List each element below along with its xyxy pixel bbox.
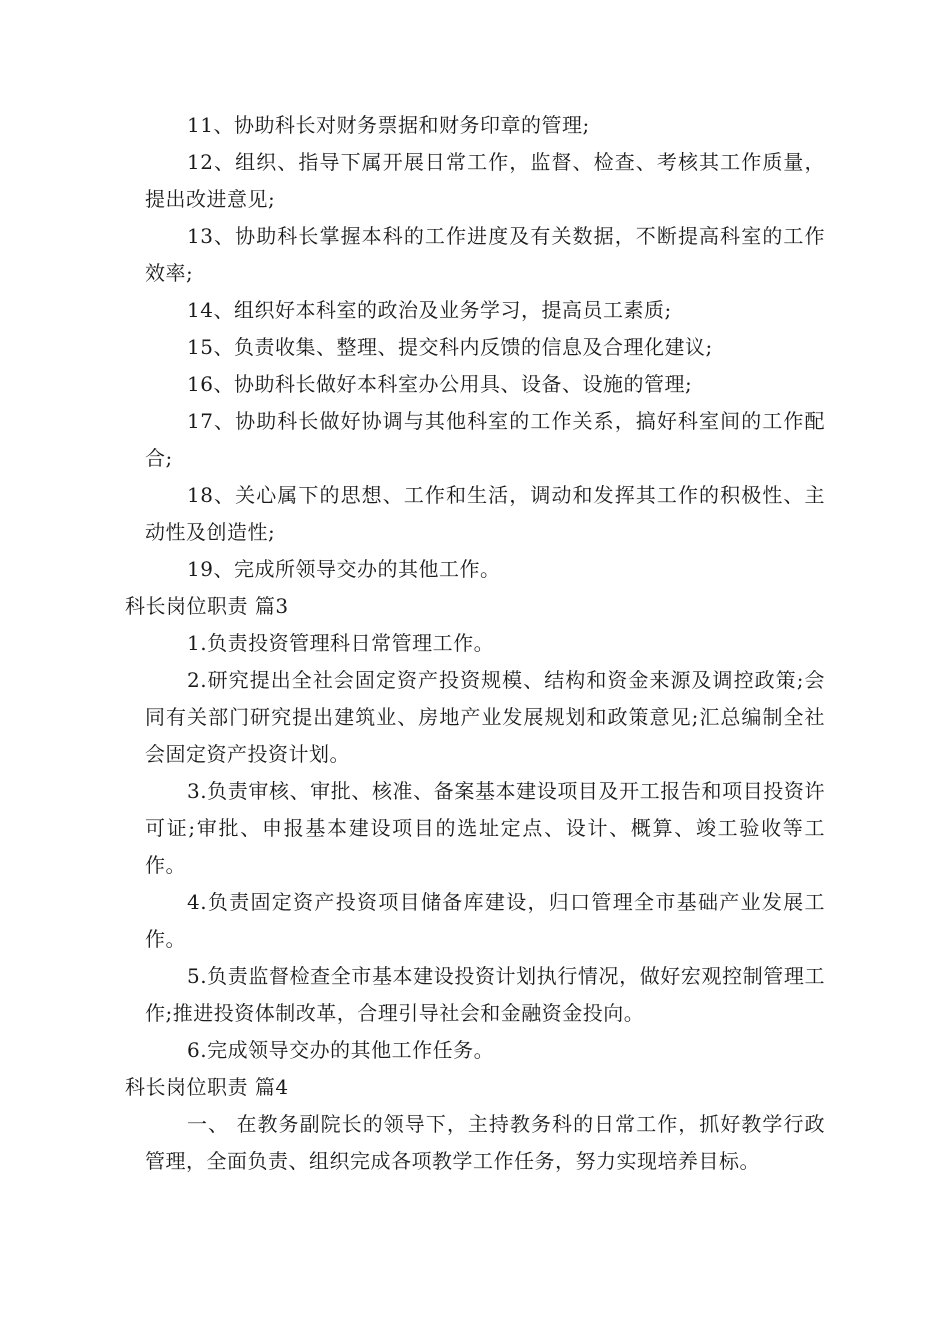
duty-item-13: 13、协助科长掌握本科的工作进度及有关数据，不断提高科室的工作效率; <box>145 224 825 285</box>
duty-item-15: 15、负责收集、整理、提交科内反馈的信息及合理化建议; <box>187 335 713 359</box>
section3-item-1: 1.负责投资管理科日常管理工作。 <box>187 631 495 655</box>
duty-item-14: 14、组织好本科室的政治及业务学习，提高员工素质; <box>187 298 672 322</box>
document-body <box>125 107 825 1180</box>
duty-item-18: 18、关心属下的思想、工作和生活，调动和发挥其工作的积极性、主动性及创造性; <box>145 483 825 544</box>
section3-item-5: 5.负责监督检查全市基本建设投资计划执行情况，做好宏观控制管理工作;推进投资体制改革，合理引导社会和金融资金投向。 <box>145 964 825 1025</box>
section-heading-4: 科长岗位职责 篇4 <box>125 1075 289 1099</box>
section3-item-2: 2.研究提出全社会固定资产投资规模、结构和资金来源及调控政策;会同有关部门研究提出建筑业、房地产业发展规划和政策意见;汇总编制全社会固定资产投资计划。 <box>145 668 825 766</box>
section3-item-3: 3.负责审核、审批、核准、备案基本建设项目及开工报告和项目投资许可证;审批、申报基本建设项目的选址定点、设计、概算、竣工验收等工作。 <box>145 779 825 877</box>
section3-item-6: 6.完成领导交办的其他工作任务。 <box>187 1038 495 1062</box>
duty-item-19: 19、完成所领导交办的其他工作。 <box>187 557 501 581</box>
duty-item-12: 12、组织、指导下属开展日常工作，监督、检查、考核其工作质量，提出改进意见; <box>145 150 825 211</box>
duty-item-11: 11、协助科长对财务票据和财务印章的管理; <box>187 113 590 137</box>
section-heading-3: 科长岗位职责 篇3 <box>125 594 289 618</box>
section3-item-4: 4.负责固定资产投资项目储备库建设，归口管理全市基础产业发展工作。 <box>145 890 825 951</box>
duty-item-16: 16、协助科长做好本科室办公用具、设备、设施的管理; <box>187 372 693 396</box>
duty-item-17: 17、协助科长做好协调与其他科室的工作关系，搞好科室间的工作配合; <box>145 409 825 470</box>
section4-item-1: 一、 在教务副院长的领导下，主持教务科的日常工作，抓好教学行政管理，全面负责、组织完成各项教学工作任务，努力实现培养目标。 <box>145 1112 825 1173</box>
